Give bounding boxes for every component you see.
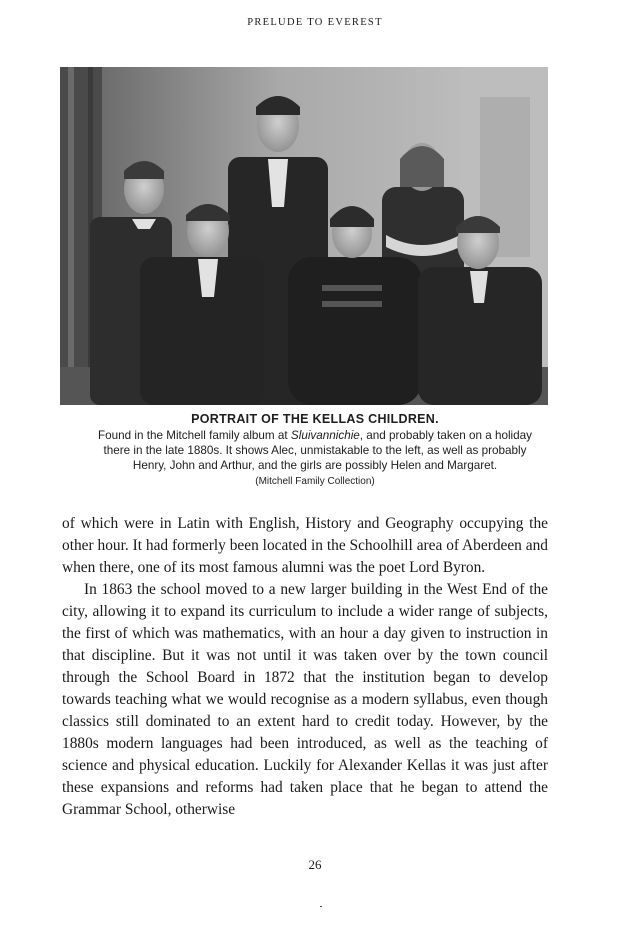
footer-mark	[320, 906, 322, 907]
body-paragraph-1: of which were in Latin with English, History and Geography occupying the other hour. It had formerly been located in the Schoolhill area of Aberdeen and when there, one of its most famous alumni was the poet Lord Byron.	[62, 515, 548, 576]
running-head: PRELUDE TO EVEREST	[247, 17, 383, 28]
caption-credit: (Mitchell Family Collection)	[255, 476, 375, 487]
caption-line1-pre: Found in the Mitchell family album at	[97, 429, 291, 442]
caption-title: PORTRAIT OF THE KELLAS CHILDREN.	[191, 412, 439, 426]
family-portrait-photo	[60, 67, 548, 405]
caption-line3: Henry, John and Arthur, and the girls are possibly Helen and Margaret.	[132, 459, 498, 472]
caption-body	[40, 428, 590, 473]
caption-line1-post: , and probably taken on a holiday	[359, 429, 532, 442]
photo-caption	[40, 411, 590, 489]
body-text	[62, 513, 548, 821]
body-paragraph-2: In 1863 the school moved to a new larger building in the West End of the city, allowing it to expand its curriculum to include a wider range of subjects, the first of which was mathematics, with an hour a day given to instruction in that discipline. But it was not until it was taken over by the town council through the School Board in 1872 that the institution began to develop towards teaching what we would recognise as a modern syllabus, even though classics still dominated to an extent hard to credit today. However, by the 1880s modern languages had been introduced, as well as the teaching of science and physical education. Luckily for Alexander Kellas it was just after these expansions and reforms had taken place that he began to attend the Grammar School, otherwise	[62, 581, 548, 818]
caption-line2: there in the late 1880s. It shows Alec, unmistakable to the left, as well as probably	[103, 444, 527, 457]
page-number: 26	[308, 857, 322, 872]
caption-place-name: Sluivannichie	[290, 429, 360, 442]
